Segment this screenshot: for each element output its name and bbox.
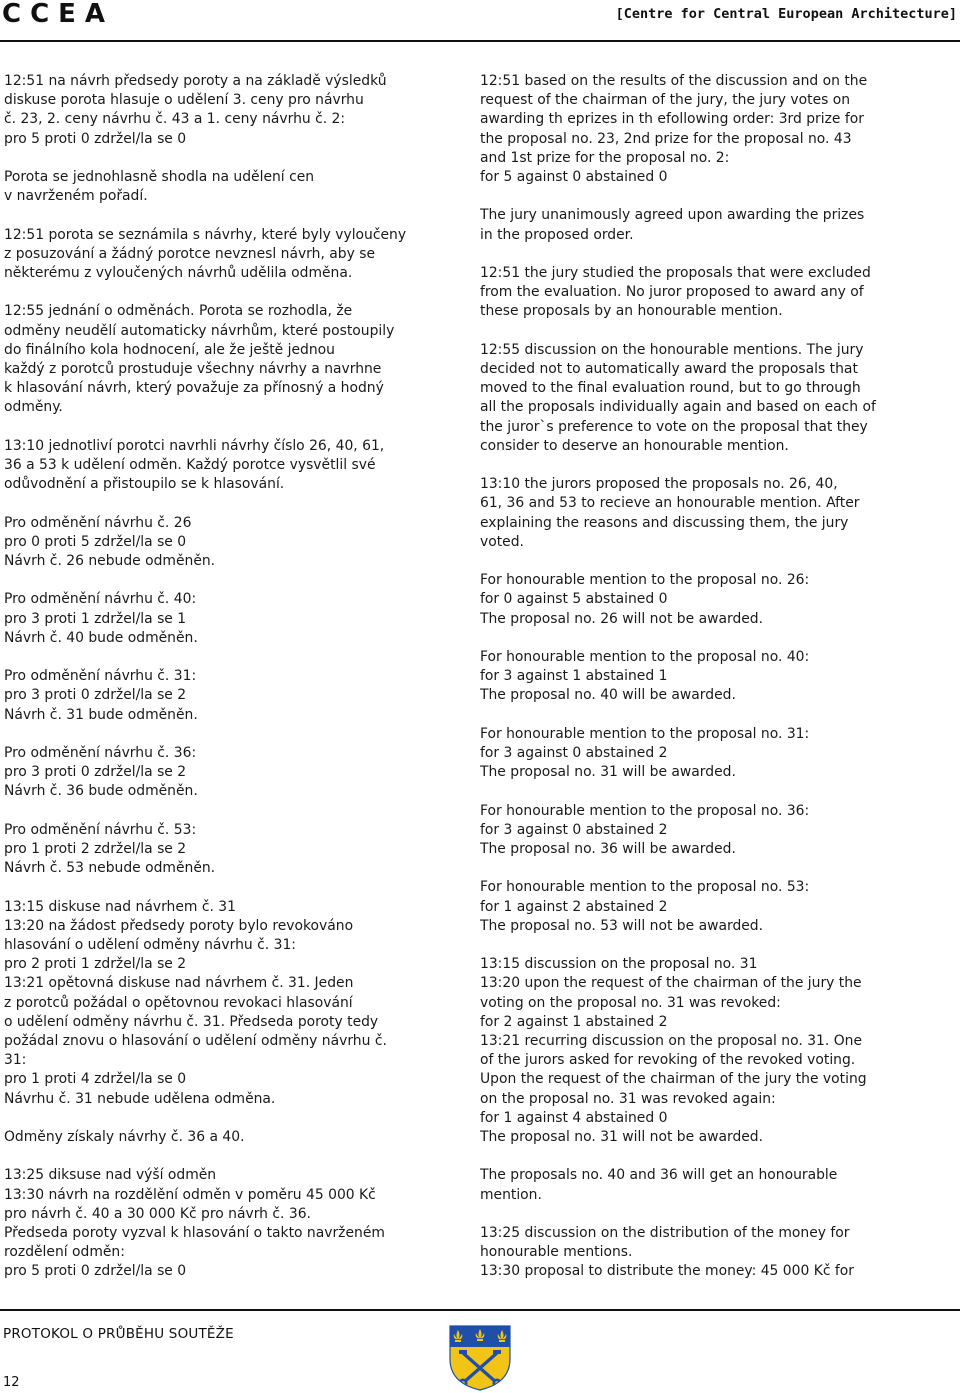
paragraph-en: 13:15 discussion on the proposal no. 31 13:20 upon the request of the chairman of the jury the voting on the proposal no. 31 was revoked: for 2 against 1 abstained 2 13:21 recurring discussion on the proposal no. 31. One of the jurors asked for revoking of the revoked voting. Upon the request of the chairman of the jury the voting on the proposal no. 31 was revoked again: for 1 against 4 abstained 0 The proposal no. 31 will not be awarded.	[480, 956, 867, 1146]
footer-title: PROTOKOL O PRŮBĚHU SOUTĚŽE	[3, 1326, 234, 1342]
paragraph-en: 13:25 discussion on the distribution of the money for honourable mentions. 13:30 proposal to distribute the money: 45 000 Kč for	[480, 1225, 855, 1280]
page-number: 12	[3, 1375, 20, 1390]
coat-of-arms-icon	[449, 1325, 511, 1391]
header-divider	[0, 40, 960, 42]
paragraph-cz: Pro odměnění návrhu č. 31: pro 3 proti 0 zdržel/la se 2 Návrh č. 31 bude odměněn.	[4, 668, 198, 723]
paragraph-cz: Porota se jednohlasně shodla na udělení cen v navrženém pořadí.	[4, 169, 315, 205]
paragraph-cz: Pro odměnění návrhu č. 53: pro 1 proti 2 zdržel/la se 2 Návrh č. 53 nebude odměněn.	[4, 821, 216, 877]
paragraph-cz: 13:10 jednotliví porotci navrhli návrhy číslo 26, 40, 61, 36 a 53 k udělení odměn. Každý porotce vysvětlil své odůvodnění a přistoupilo se k hlasování.	[4, 437, 385, 493]
paragraph-cz: 12:55 jednání o odměnách. Porota se rozhodla, že odměny neudělí automaticky návrhům, které postoupily do finálního kola hodnocení, ale že ještě jednou každý z porotců prostuduje všechny návrhy a navrhne k hlasování návrh, který považuje za přínosný a hodný odměny.	[4, 303, 395, 416]
paragraph-en: 13:10 the jurors proposed the proposals no. 26, 40, 61, 36 and 53 to recieve an honourable mention. After explaining the reasons and discussing them, the jury voted.	[480, 476, 860, 550]
paragraph-en: For honourable mention to the proposal no. 31: for 3 against 0 abstained 2 The proposal no. 31 will be awarded.	[480, 725, 810, 781]
paragraph-en: For honourable mention to the proposal no. 26: for 0 against 5 abstained 0 The proposal no. 26 will not be awarded.	[480, 572, 810, 627]
paragraph-cz: 13:15 diskuse nad návrhem č. 31 13:20 na žádost předsedy poroty bylo revokováno hlasování o udělení odměny návrhu č. 31: pro 2 proti 1 zdržel/la se 2 13:21 opětovná diskuse nad návrhem č. 31. Jeden z porotců požádal o opětovnou revokaci hlasování o udělení odměny návrhu č. 31. Předseda poroty tedy požádal znovu o hlasování o udělení odměny návrhu č. 31: pro 1 proti 4 zdržel/la se 0 Návrhu č. 31 nebude udělena odměna.	[4, 898, 387, 1107]
paragraph-en: The proposals no. 40 and 36 will get an honourable mention.	[480, 1167, 838, 1203]
paragraph-cz: Pro odměnění návrhu č. 40: pro 3 proti 1 zdržel/la se 1 Návrh č. 40 bude odměněn.	[4, 591, 198, 646]
paragraph-cz: 12:51 na návrh předsedy poroty a na základě výsledků diskuse porota hlasuje o udělení 3. ceny pro návrhu č. 23, 2. ceny návrhu č. 43 a 1. ceny návrhu č. 2: pro 5 proti 0 zdržel/la se 0	[4, 73, 387, 147]
czech-column	[4, 72, 464, 1301]
paragraph-en: 12:51 based on the results of the discussion and on the request of the chairman of the jury, the jury votes on awarding th eprizes in th efollowing order: 3rd prize for the proposal no. 23, 2nd prize for the proposal no. 43 and 1st prize for the proposal no. 2: for 5 against 0 abstained 0	[480, 73, 868, 186]
paragraph-en: For honourable mention to the proposal no. 53: for 1 against 2 abstained 2 The proposal no. 53 will not be awarded.	[480, 879, 810, 934]
paragraph-en: 12:55 discussion on the honourable mentions. The jury decided not to automatically award the proposals that moved to the final evaluation round, but to go through all the proposals individually again and based on each of the juror`s preference to vote on the proposal that they consider to deserve an honourable mention.	[480, 341, 876, 454]
ccea-logo: CCEA	[2, 0, 115, 29]
footer-divider	[0, 1309, 960, 1311]
paragraph-en: For honourable mention to the proposal no. 40: for 3 against 1 abstained 1 The proposal no. 40 will be awarded.	[480, 649, 810, 704]
paragraph-cz: Odměny získaly návrhy č. 36 a 40.	[4, 1129, 245, 1145]
paragraph-cz: Pro odměnění návrhu č. 36: pro 3 proti 0 zdržel/la se 2 Návrh č. 36 bude odměněn.	[4, 744, 198, 800]
english-column	[480, 72, 958, 1301]
paragraph-en: For honourable mention to the proposal no. 36: for 3 against 0 abstained 2 The proposal no. 36 will be awarded.	[480, 802, 810, 857]
paragraph-en: The jury unanimously agreed upon awarding the prizes in the proposed order.	[480, 207, 865, 243]
paragraph-cz: 12:51 porota se seznámila s návrhy, které byly vyloučeny z posuzování a žádný porotce nevznesl návrh, aby se některému z vyloučených návrhů udělila odměna.	[4, 226, 407, 281]
paragraph-en: 12:51 the jury studied the proposals that were excluded from the evaluation. No juror proposed to award any of these proposals by an honourable mention.	[480, 265, 871, 320]
header-tagline: [Centre for Central European Architecture]	[615, 6, 957, 22]
paragraph-cz: 13:25 diksuse nad výší odměn 13:30 návrh na rozdělění odměn v poměru 45 000 Kč pro návrh č. 40 a 30 000 Kč pro návrh č. 36. Předseda poroty vyzval k hlasování o takto navrženém rozdělení odměn: pro 5 proti 0 zdržel/la se 0	[4, 1167, 385, 1280]
paragraph-cz: Pro odměnění návrhu č. 26 pro 0 proti 5 zdržel/la se 0 Návrh č. 26 nebude odměněn.	[4, 514, 216, 569]
